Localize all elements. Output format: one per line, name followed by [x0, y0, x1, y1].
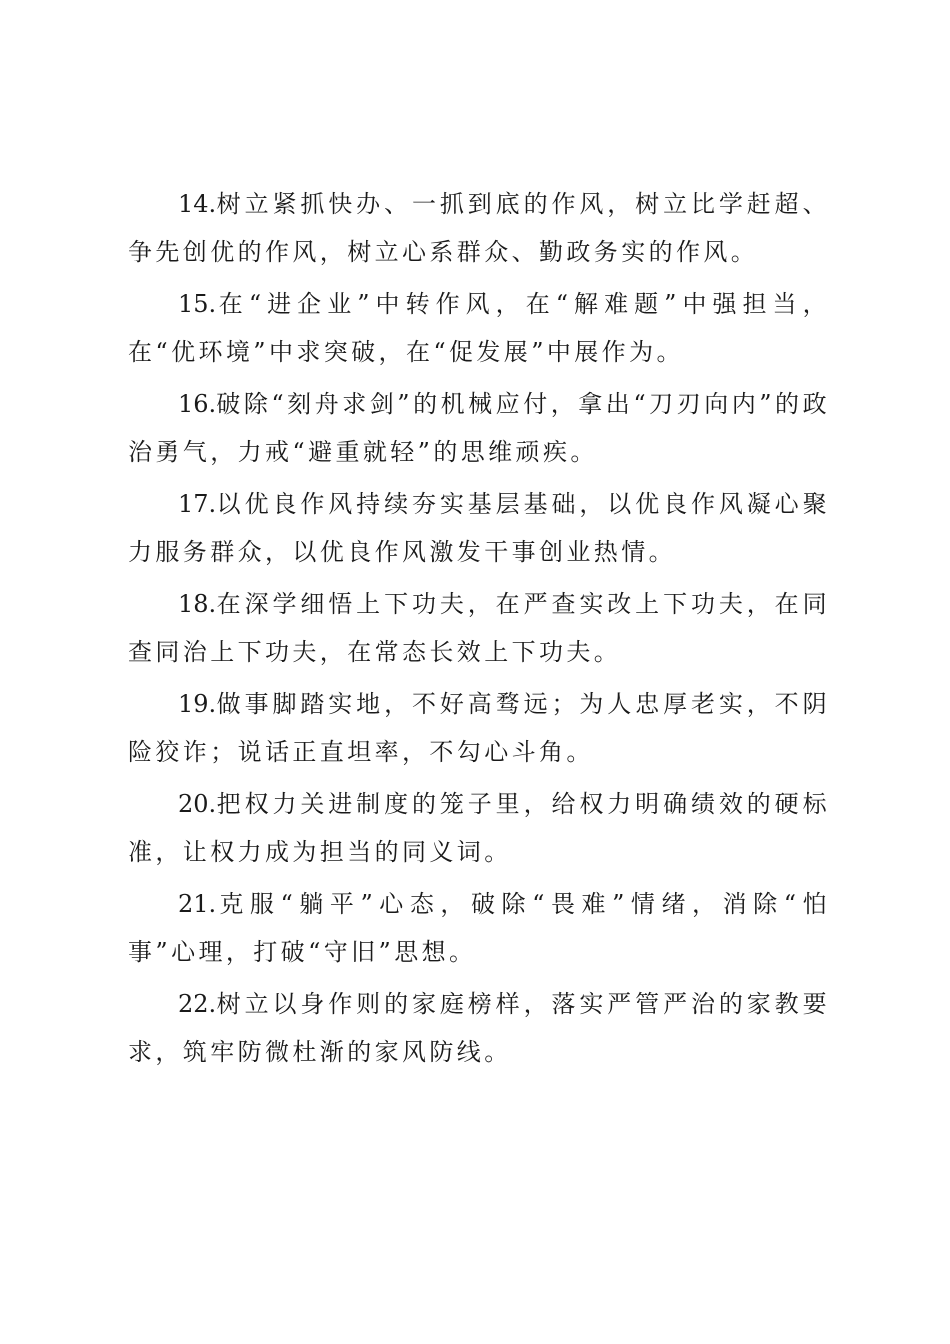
paragraph-number: 15. — [178, 290, 217, 318]
paragraph-19 — [128, 680, 830, 776]
paragraph-number: 16. — [178, 390, 217, 418]
paragraph-text: 破除“刻舟求剑”的机械应付，拿出“刀刃向内”的政治勇气，力戒“避重就轻”的思维顽疾。 — [128, 390, 830, 466]
paragraph-text: 把权力关进制度的笼子里，给权力明确绩效的硬标准，让权力成为担当的同义词。 — [128, 790, 830, 866]
paragraph-21 — [128, 880, 830, 976]
paragraph-number: 14. — [178, 190, 217, 218]
paragraph-number: 20. — [178, 790, 217, 818]
paragraph-number: 19. — [178, 690, 217, 718]
paragraph-22 — [128, 980, 830, 1076]
paragraph-20 — [128, 780, 830, 876]
paragraph-text: 以优良作风持续夯实基层基础，以优良作风凝心聚力服务群众，以优良作风激发干事创业热情。 — [128, 490, 830, 566]
paragraph-17 — [128, 480, 830, 576]
paragraph-16 — [128, 380, 830, 476]
paragraph-number: 22. — [178, 990, 217, 1018]
paragraph-number: 17. — [178, 490, 217, 518]
paragraph-number: 21. — [178, 890, 217, 918]
document-body — [128, 180, 830, 1080]
paragraph-text: 在深学细悟上下功夫，在严查实改上下功夫，在同查同治上下功夫，在常态长效上下功夫。 — [128, 590, 830, 666]
paragraph-14 — [128, 180, 830, 276]
paragraph-text: 在“进企业”中转作风，在“解难题”中强担当，在“优环境”中求突破，在“促发展”中展作为。 — [128, 290, 830, 366]
paragraph-text: 树立以身作则的家庭榜样，落实严管严治的家教要求，筑牢防微杜渐的家风防线。 — [128, 990, 830, 1066]
paragraph-text: 做事脚踏实地，不好高骛远；为人忠厚老实，不阴险狡诈；说话正直坦率，不勾心斗角。 — [128, 690, 830, 766]
paragraph-15 — [128, 280, 830, 376]
paragraph-number: 18. — [178, 590, 217, 618]
paragraph-text: 树立紧抓快办、一抓到底的作风，树立比学赶超、争先创优的作风，树立心系群众、勤政务实的作风。 — [128, 190, 830, 266]
paragraph-text: 克服“躺平”心态，破除“畏难”情绪，消除“怕事”心理，打破“守旧”思想。 — [128, 890, 830, 966]
paragraph-18 — [128, 580, 830, 676]
